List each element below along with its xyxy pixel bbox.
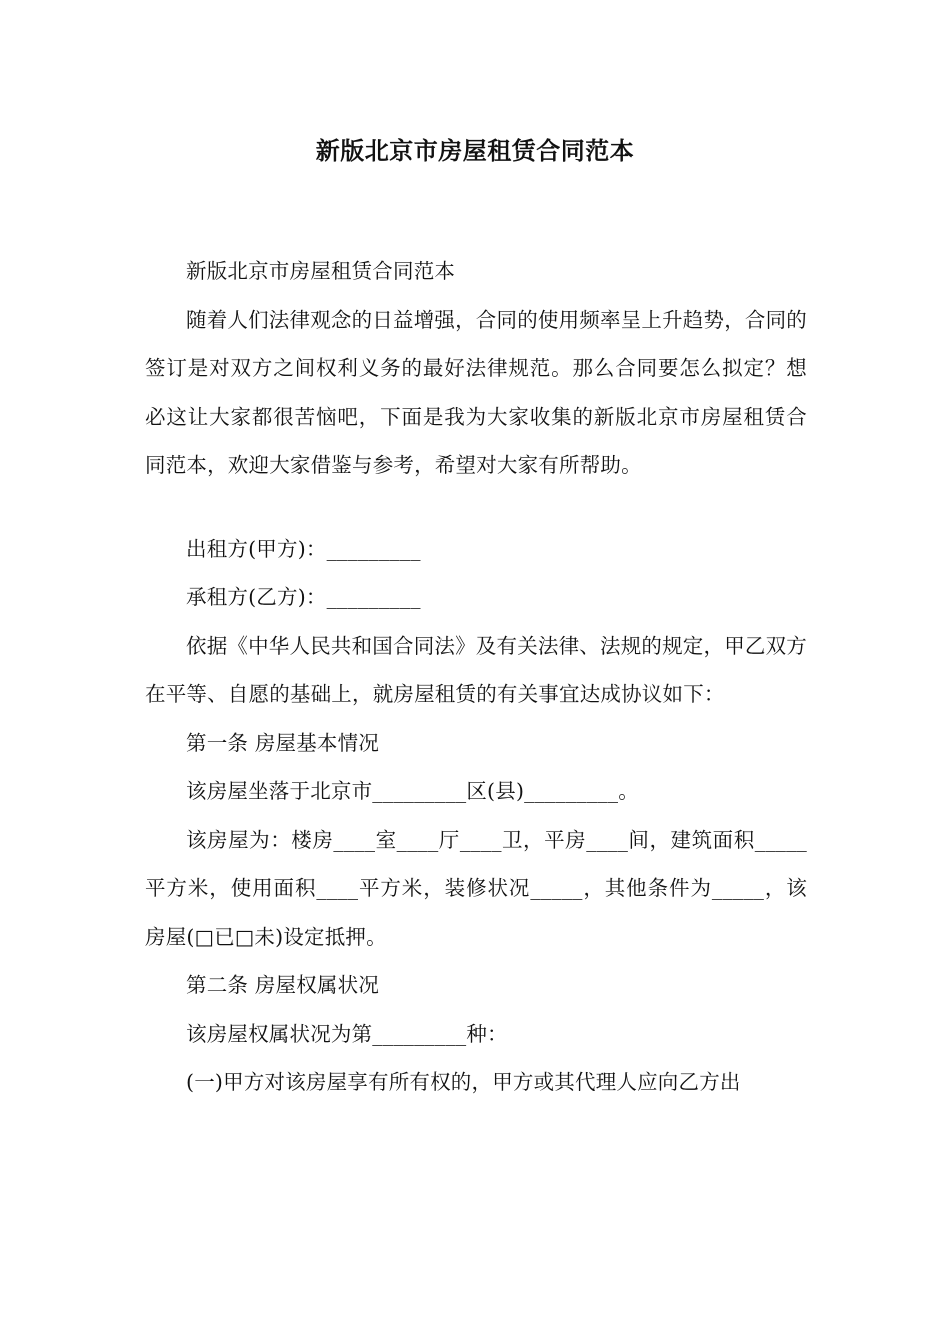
intro-heading: 新版北京市房屋租赁合同范本 [186, 259, 456, 283]
article-1-heading: 第一条 房屋基本情况 [186, 730, 380, 755]
property-location-line: 该房屋坐落于北京市_________区(县)_________。 [186, 779, 639, 803]
ownership-clause-1: (一)甲方对该房屋享有所有权的，甲方或其代理人应向乙方出 [186, 1070, 741, 1094]
property-details-paragraph: 该房屋为：楼房____室____厅____卫，平房____间，建筑面积_____平方米，使用面积____平方米，装修状况_____，其他条件为_____，该房屋(□已□未)设定抵押。 [145, 827, 807, 949]
intro-paragraph: 随着人们法律观念的日益增强，合同的使用频率呈上升趋势，合同的签订是对双方之间权利义务的最好法律规范。那么合同要怎么拟定？想必这让大家都很苦恼吧，下面是我为大家收集的新版北京市房屋租赁合同范本，欢迎大家借鉴与参考，希望对大家有所帮助。 [145, 307, 807, 477]
article-2-heading: 第二条 房屋权属状况 [186, 973, 380, 997]
lessee-line: 承租方(乙方)：_________ [186, 585, 421, 609]
document-title: 新版北京市房屋租赁合同范本 [315, 137, 635, 165]
lessor-line: 出租方(甲方)：_________ [186, 536, 421, 561]
ownership-status-line: 该房屋权属状况为第_________种： [186, 1021, 508, 1046]
spacer [145, 490, 807, 525]
document-body [145, 247, 807, 1107]
legal-basis-paragraph: 依据《中华人民共和国合同法》及有关法律、法规的规定，甲乙双方在平等、自愿的基础上，就房屋租赁的有关事宜达成协议如下： [145, 633, 807, 706]
